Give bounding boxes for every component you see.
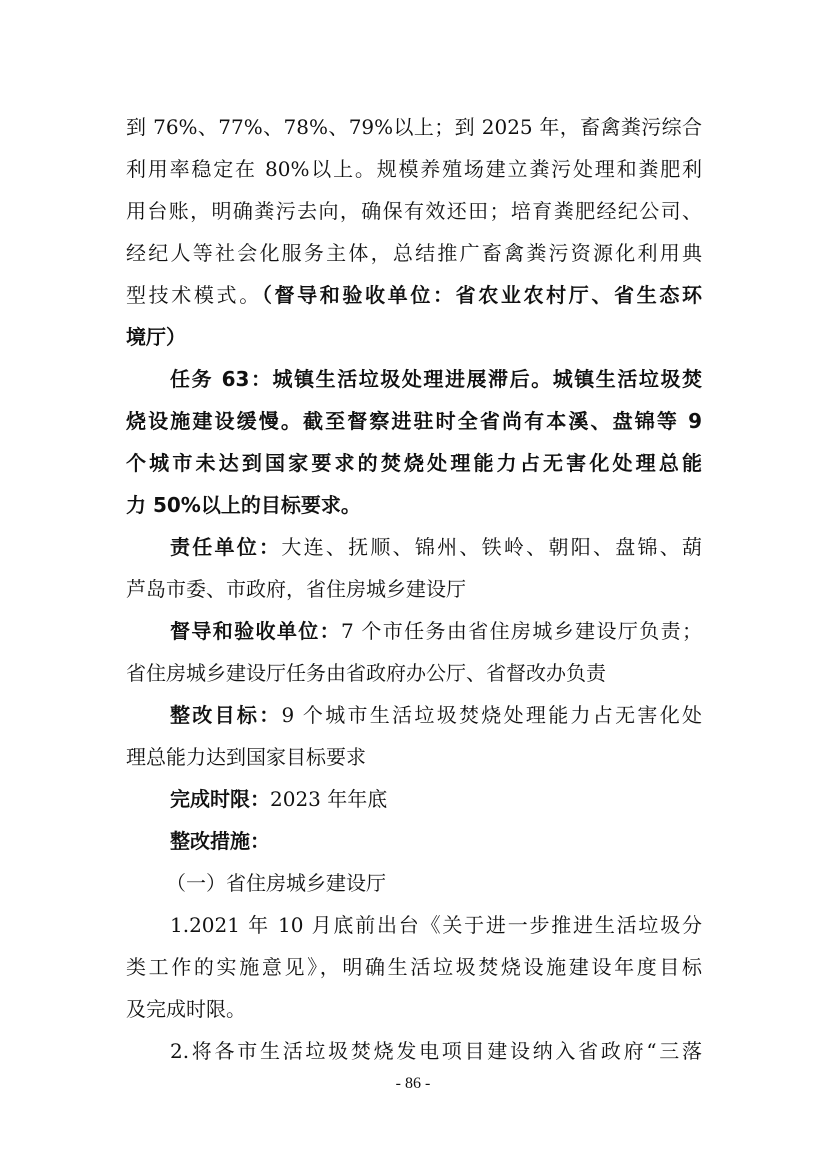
supervision-text: 7 个市任务由省住房城乡建设厅负责；	[340, 619, 702, 643]
measure-line: 及完成时限。	[126, 997, 246, 1021]
supervision-note-end: 境厅）	[126, 325, 186, 349]
deadline-label: 完成时限：	[170, 787, 270, 811]
target-label: 整改目标：	[170, 703, 282, 727]
deadline-value: 2023 年年底	[270, 787, 388, 811]
supervision-label: 督导和验收单位：	[170, 619, 341, 643]
completion-deadline	[126, 778, 702, 820]
task-63-heading	[126, 358, 702, 526]
measure-item-2: 2.将各市生活垃圾焚烧发电项目建设纳入省政府“三落	[170, 1039, 702, 1063]
paragraph-text: 型技术模式。	[126, 283, 262, 307]
measure-item-1	[126, 904, 702, 1030]
paragraph-line: 利用率稳定在 80%以上。规模养殖场建立粪污处理和粪肥利	[126, 157, 702, 181]
task-line: 个城市未达到国家要求的焚烧处理能力占无害化处理总能	[126, 451, 702, 475]
measures-label: 整改措施：	[170, 829, 270, 853]
target-text: 理总能力达到国家目标要求	[126, 745, 366, 769]
supervision-text: 省住房城乡建设厅任务由省政府办公厅、省督改办负责	[126, 661, 606, 685]
paragraph-line: 用台账，明确粪污去向，确保有效还田；培育粪肥经纪公司、	[126, 199, 702, 223]
paragraph-line: 到 76%、77%、78%、79%以上；到 2025 年，畜禽粪污综合	[126, 115, 702, 139]
supervision-units	[126, 610, 702, 694]
document-body	[126, 106, 702, 1072]
paragraph-line	[126, 274, 702, 316]
measures-sub-heading: （一）省住房城乡建设厅	[166, 871, 386, 895]
task-line: 烧设施建设缓慢。截至督察进驻时全省尚有本溪、盘锦等 9	[126, 409, 702, 433]
responsibility-text: 芦岛市委、市政府，省住房城乡建设厅	[126, 577, 466, 601]
page-number: - 86 -	[395, 1075, 431, 1092]
responsibility-label: 责任单位：	[170, 535, 282, 559]
task-line: 力 50%以上的目标要求。	[126, 493, 361, 517]
paragraph-livestock-manure	[126, 106, 702, 358]
rectification-target	[126, 694, 702, 778]
measure-line: 1.2021 年 10 月底前出台《关于进一步推进生活垃圾分	[170, 913, 702, 937]
paragraph-line: 经纪人等社会化服务主体，总结推广畜禽粪污资源化利用典	[126, 241, 702, 265]
responsibility-units	[126, 526, 702, 610]
measure-line: 类工作的实施意见》，明确生活垃圾焚烧设施建设年度目标	[126, 955, 702, 979]
target-text: 9 个城市生活垃圾焚烧处理能力占无害化处	[281, 703, 702, 727]
task-line: 任务 63：城镇生活垃圾处理进展滞后。城镇生活垃圾焚	[170, 367, 702, 391]
responsibility-text: 大连、抚顺、锦州、铁岭、朝阳、盘锦、葫	[281, 535, 702, 559]
supervision-note: （督导和验收单位：省农业农村厅、省生态环	[261, 283, 702, 307]
